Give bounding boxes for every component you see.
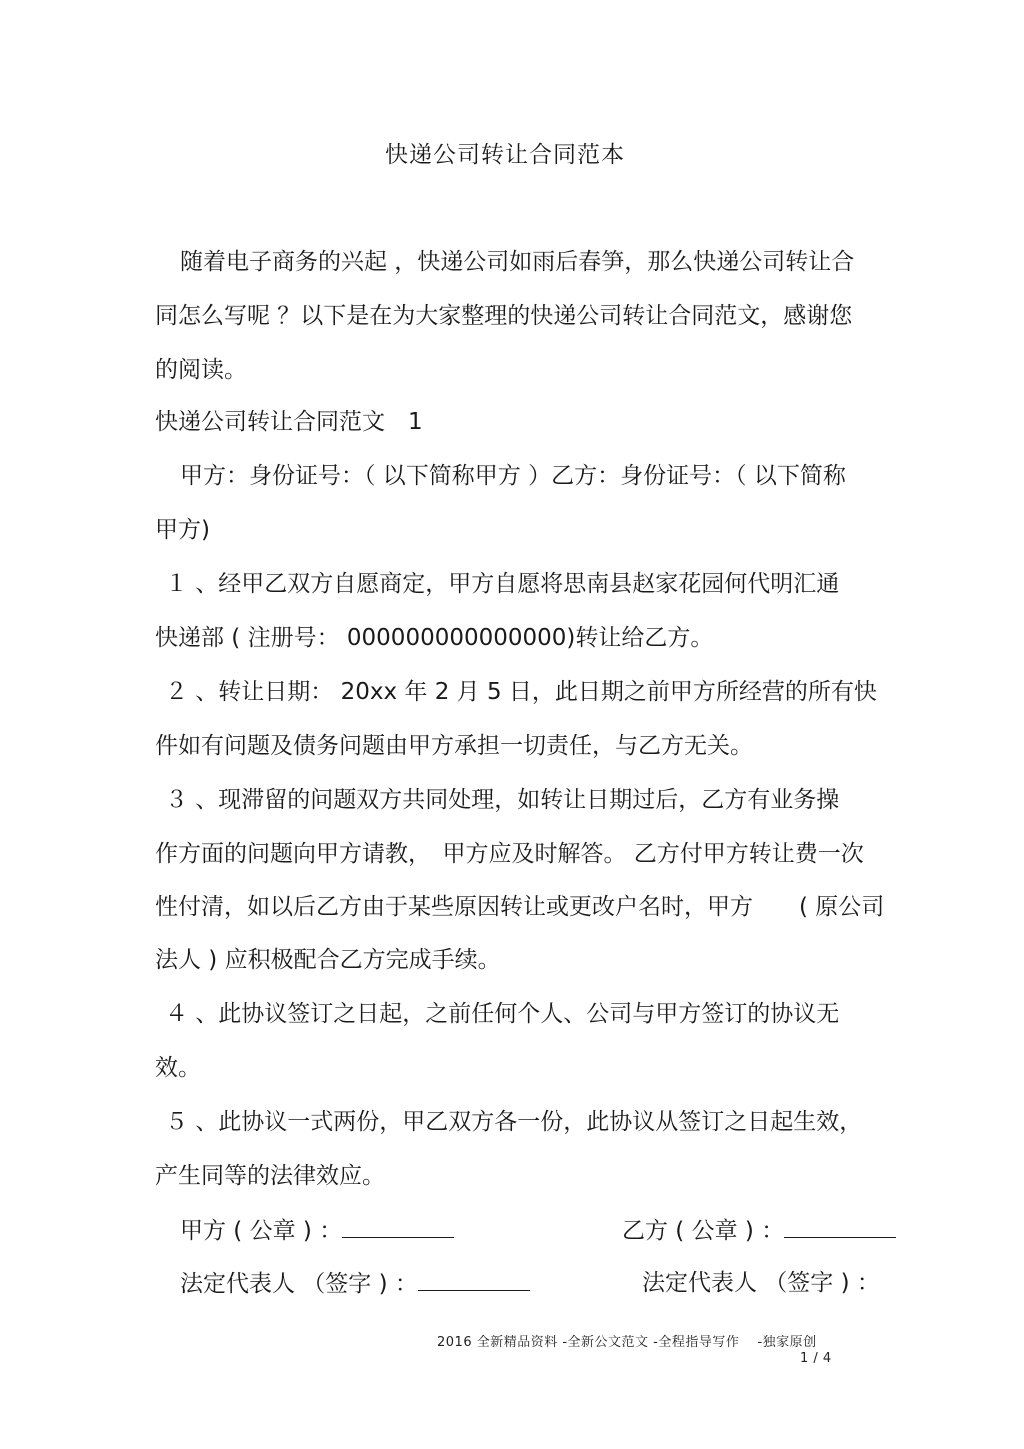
intro-line-2: 同怎么写呢 ？以下是在为大家整理的快递公司转让合同范文，感谢您 (155, 303, 853, 329)
clause-5-line-2: 产生同等的法律效应。 (155, 1163, 385, 1189)
party-b-representative (642, 1268, 880, 1298)
page-number: 1 / 4 (800, 1351, 832, 1366)
party-a-seal-blank (342, 1215, 454, 1238)
intro-line-3: 的阅读。 (155, 357, 247, 383)
clause-1-line-2: 快递部 ( 注册号： 000000000000000)转让给乙方。 (155, 625, 714, 651)
clause-4-line-2: 效。 (155, 1055, 201, 1081)
clause-3-line-4: 法人 ) 应积极配合乙方完成手续。 (155, 947, 501, 973)
clause-3-line-2: 作方面的问题向甲方请教， 甲方应及时解答。 乙方付甲方转让费一次 (155, 841, 864, 867)
footer-tagline: 2016 全新精品资料 -全新公文范文 -全程指导写作 -独家原创 (437, 1335, 817, 1350)
clause-1-line-1: １ 、经甲乙双方自愿商定，甲方自愿将思南县赵家花园何代明汇通 (165, 571, 840, 597)
party-b-seal (622, 1215, 896, 1246)
party-a-rep-blank (418, 1268, 530, 1291)
party-b-rep-label: 法定代表人 （签字 ) ： (642, 1270, 880, 1296)
intro-line-1: 随着电子商务的兴起 ，快递公司如雨后春笋，那么快递公司转让合 (180, 249, 855, 275)
party-b-seal-blank (784, 1215, 896, 1238)
parties-line-1: 甲方：身份证号：（ 以下简称甲方 ）乙方：身份证号：（ 以下简称 (180, 463, 846, 489)
clause-2-line-2: 件如有问题及债务问题由甲方承担一切责任，与乙方无关。 (155, 733, 753, 759)
party-a-rep-label: 法定代表人 （签字 ) ： (180, 1271, 418, 1297)
clause-3-line-3: 性付清，如以后乙方由于某些原因转让或更改户名时，甲方 ( 原公司 (155, 894, 885, 920)
party-a-seal (180, 1215, 454, 1246)
clause-3-line-1: ３ 、现滞留的问题双方共同处理，如转让日期过后，乙方有业务操 (165, 787, 840, 813)
party-a-representative (180, 1268, 530, 1299)
clause-2-line-1: ２ 、转让日期： 20xx 年 2 月 5 日，此日期之前甲方所经营的所有快 (165, 679, 877, 705)
party-a-seal-label: 甲方 ( 公章 ) ： (180, 1218, 343, 1244)
section-heading: 快递公司转让合同范文 1 (155, 409, 423, 435)
document-title: 快递公司转让合同范本 (385, 142, 625, 168)
party-b-seal-label: 乙方 ( 公章 ) ： (622, 1218, 785, 1244)
clause-5-line-1: ５ 、此协议一式两份，甲乙双方各一份，此协议从签订之日起生效， (165, 1109, 863, 1135)
clause-4-line-1: ４ 、此协议签订之日起，之前任何个人、公司与甲方签订的协议无 (165, 1001, 840, 1027)
parties-line-2: 甲方) (155, 517, 210, 543)
